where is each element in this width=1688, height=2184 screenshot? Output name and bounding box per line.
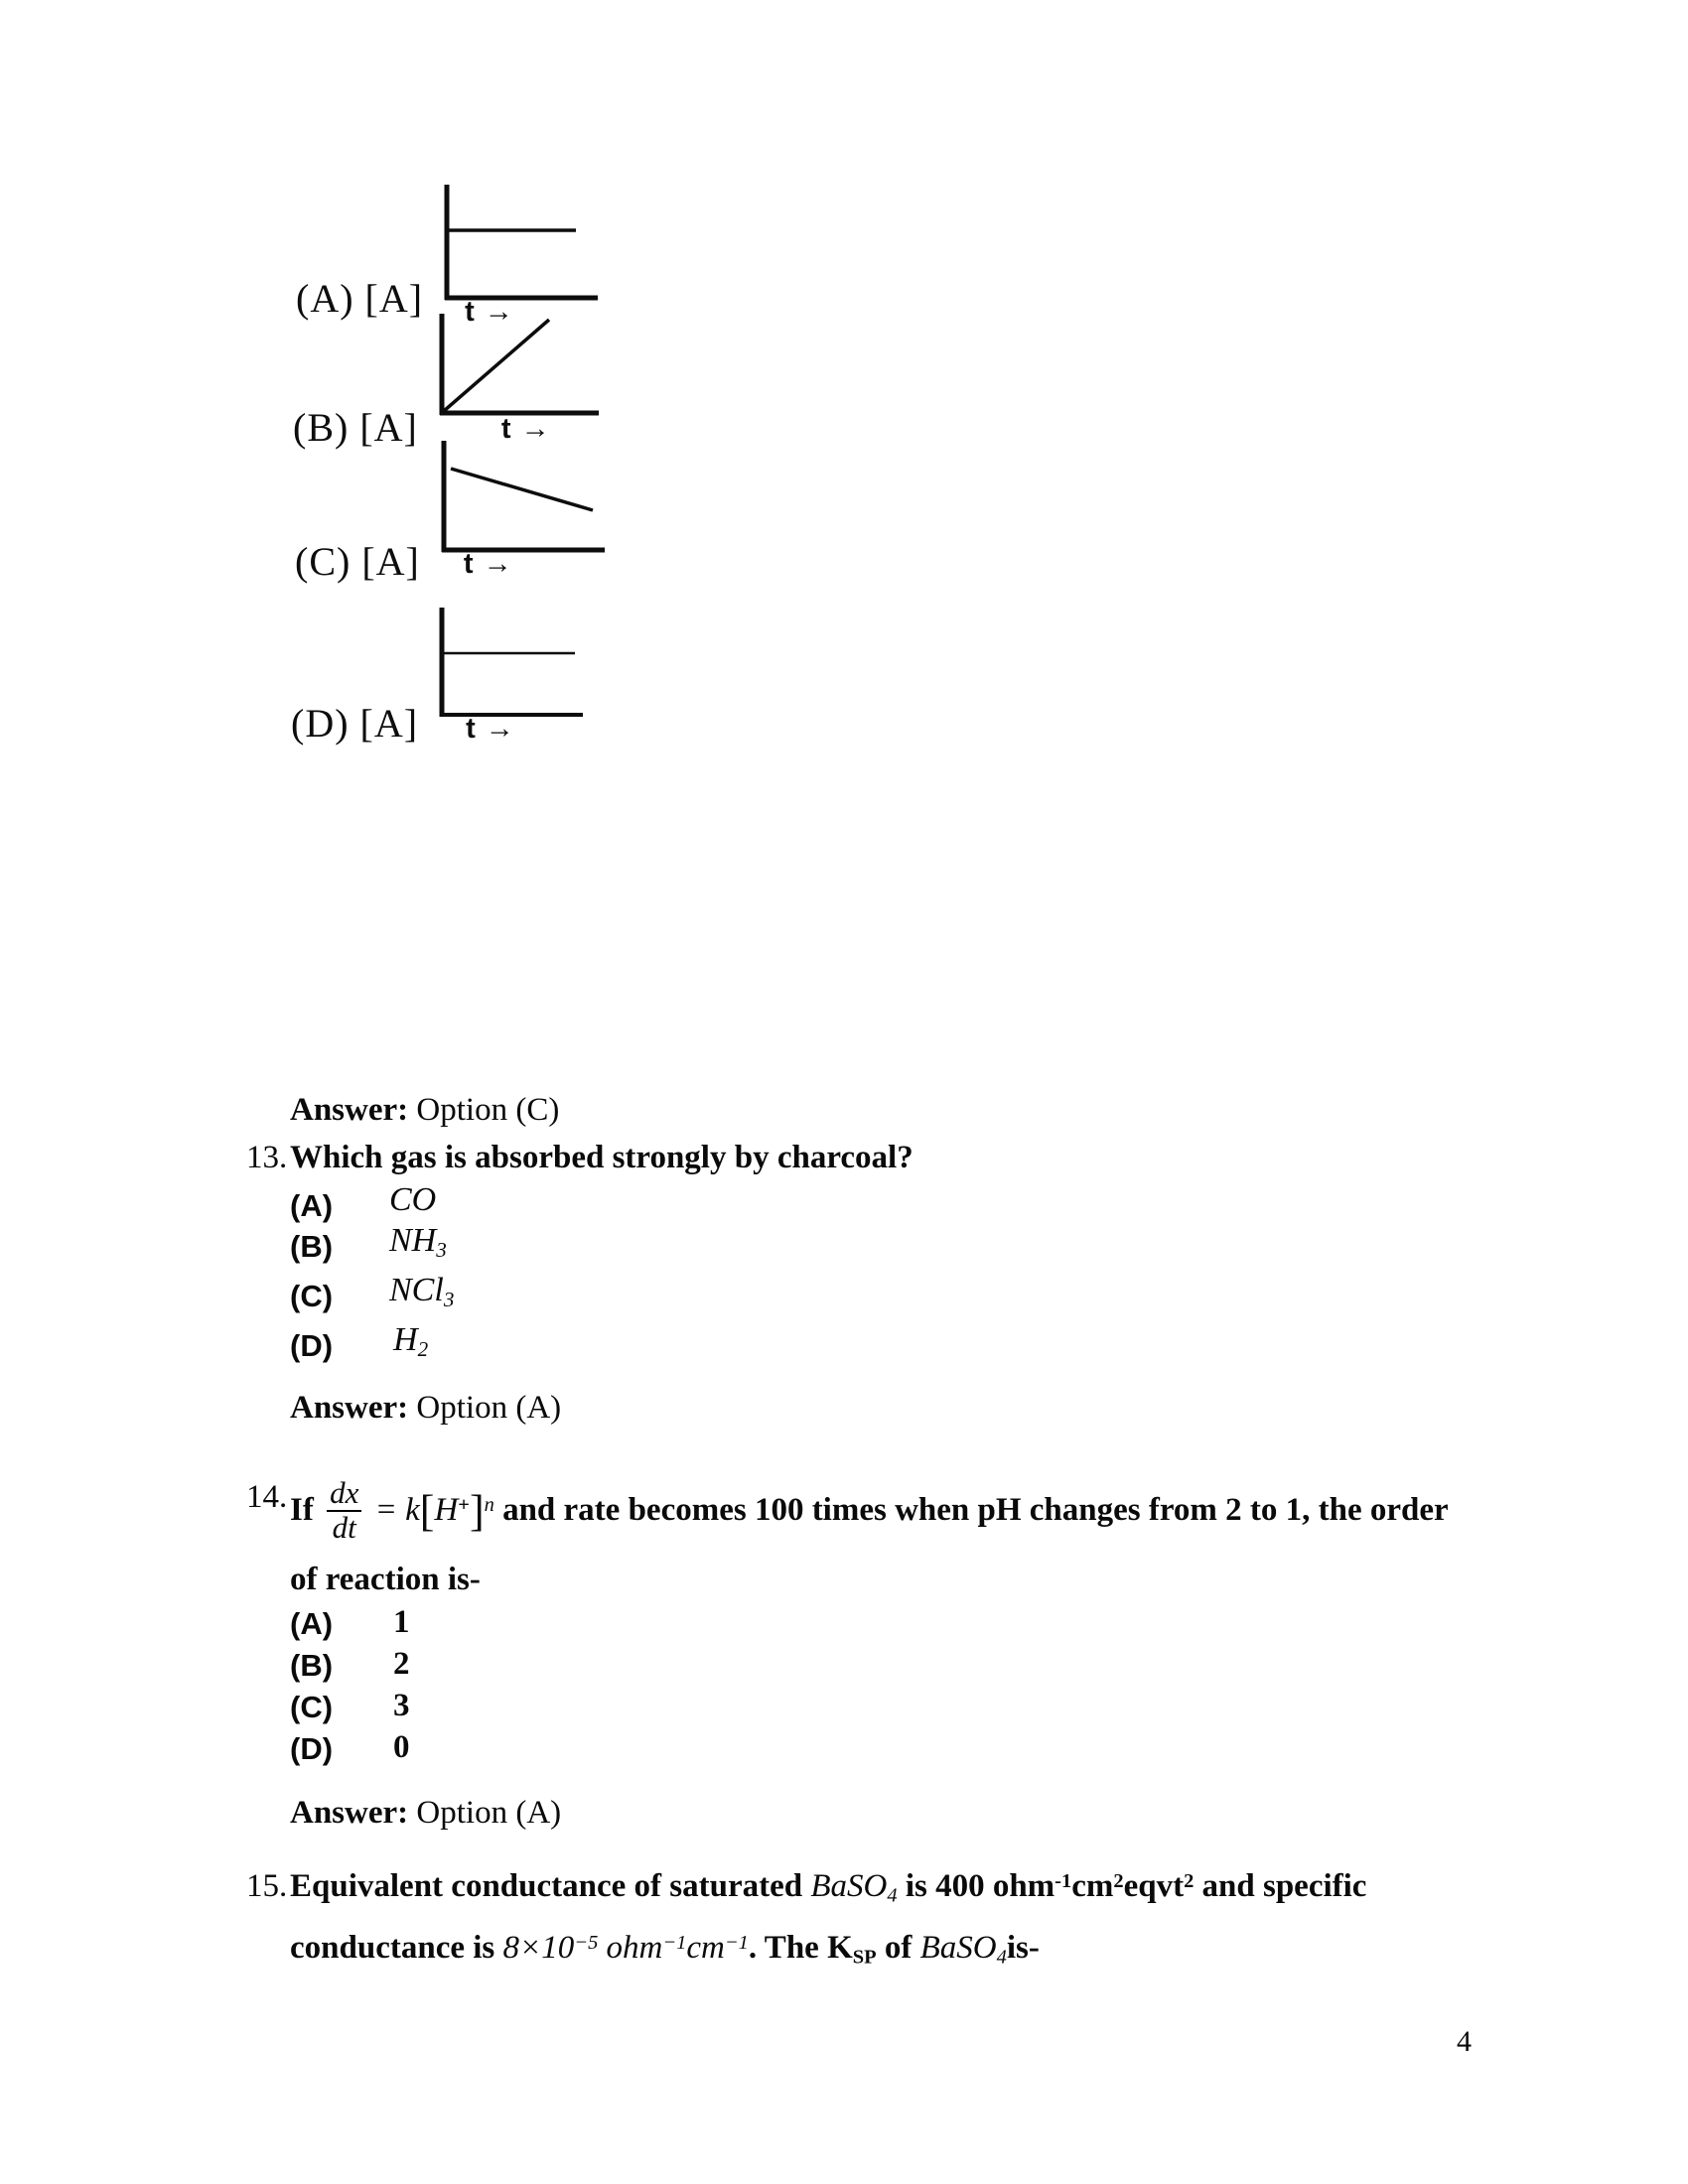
question-13-number: 13. — [246, 1140, 288, 1175]
q15-line2-part3: of — [884, 1930, 913, 1966]
graph-c-svg — [426, 437, 625, 591]
q13-option-a-value: CO — [389, 1181, 437, 1218]
graph-option-b — [293, 308, 613, 457]
graph-a-x-axis-label: t → — [465, 296, 514, 328]
q15-line1-part1: Equivalent conductance of saturated — [290, 1868, 803, 1904]
graph-option-b-label: (B) [A] — [293, 405, 418, 450]
q13-option-b-label[interactable]: (B) — [290, 1229, 334, 1264]
q13-option-d-label[interactable]: (D) — [290, 1328, 334, 1363]
graph-option-d — [291, 604, 613, 752]
graph-option-b-plot — [424, 308, 613, 457]
q15-line1-part5: and specific — [1201, 1868, 1367, 1904]
q13-option-c-value: NCl$_3$ — [389, 1272, 455, 1311]
graph-option-d-label: (D) [A] — [291, 701, 419, 746]
q14-fraction-denominator: dt — [327, 1510, 361, 1545]
answer-q14-prefix: Answer: — [290, 1795, 409, 1831]
q15-line2-unit2: cm — [686, 1930, 725, 1966]
answer-q14-value: Option (A) — [416, 1795, 562, 1831]
q15-ksp-subscript: SP — [852, 1946, 877, 1969]
q15-line2-part2: . The K — [748, 1930, 853, 1966]
q15-line1-part2: is 400 ohm — [905, 1868, 1055, 1904]
q14-fraction — [327, 1477, 361, 1544]
graph-d-svg — [424, 604, 613, 752]
graph-option-a-plot — [429, 179, 618, 328]
question-14-line2: of reaction is- — [290, 1562, 481, 1597]
answer-q14 — [290, 1795, 561, 1832]
q14-text-after-formula: and rate becomes 100 times when pH changes from 2 to 1, the order — [502, 1492, 1449, 1529]
answer-q12 — [290, 1092, 559, 1129]
graph-d-x-axis-label: t → — [466, 713, 515, 745]
q14-option-a-value: 1 — [393, 1604, 410, 1640]
answer-q13-prefix: Answer: — [290, 1390, 409, 1426]
q15-line1-part3: cm — [1071, 1868, 1114, 1904]
graph-option-a — [296, 179, 618, 328]
q14-exponent: n — [484, 1493, 494, 1516]
q14-option-b-value: 2 — [393, 1646, 410, 1682]
answer-q12-prefix: Answer: — [290, 1092, 409, 1128]
q13-option-a-label[interactable]: (A) — [290, 1188, 334, 1223]
q14-option-c-label[interactable]: (C) — [290, 1690, 334, 1724]
q15-line1-part4: eqvt — [1123, 1868, 1185, 1904]
graph-a-svg — [429, 179, 618, 328]
graph-option-d-plot — [424, 604, 613, 752]
q15-line2-compound-sub: 4 — [996, 1946, 1007, 1969]
page-number: 4 — [1457, 2025, 1472, 2058]
q14-option-a-label[interactable]: (A) — [290, 1606, 334, 1641]
q14-species: H — [434, 1492, 459, 1529]
q13-option-b-value: $NH_3$ — [389, 1222, 447, 1262]
q15-line1-sup1: -1 — [1055, 1869, 1072, 1892]
q15-line2-value-exponent: −5 — [574, 1931, 599, 1954]
q15-line2-unit1-exponent: −1 — [662, 1931, 687, 1954]
q15-line1-compound: BaSO — [810, 1868, 888, 1904]
answer-q13 — [290, 1390, 561, 1427]
answer-q13-value: Option (A) — [416, 1390, 562, 1426]
graph-option-c — [295, 437, 625, 591]
question-14-line1 — [290, 1475, 1449, 1546]
q14-lead: If — [290, 1492, 314, 1529]
graph-c-x-axis-label: t → — [463, 548, 513, 580]
q14-bracket-close: ] — [469, 1486, 485, 1536]
q14-rate-constant: k — [405, 1492, 420, 1529]
graph-option-c-label: (C) [A] — [295, 539, 420, 584]
question-15-line2 — [290, 1930, 1040, 1970]
answer-q12-value: Option (C) — [416, 1092, 560, 1128]
q14-bracket-open: [ — [419, 1486, 435, 1536]
question-15-number: 15. — [246, 1868, 288, 1904]
q14-option-d-value: 0 — [393, 1729, 410, 1765]
question-14-number: 14. — [246, 1479, 288, 1515]
q15-line2-part1: conductance is — [290, 1930, 495, 1966]
q15-line2-part4: is- — [1006, 1930, 1040, 1966]
question-15-line1 — [290, 1868, 1366, 1908]
q15-line2-unit1: ohm — [606, 1930, 663, 1966]
q14-option-c-value: 3 — [393, 1688, 410, 1723]
q14-species-charge: + — [458, 1493, 470, 1516]
graph-b-x-axis-label: t → — [500, 413, 551, 445]
q15-line1-compound-sub: 4 — [887, 1884, 898, 1907]
q15-line2-compound: BaSO — [919, 1930, 997, 1966]
q15-line2-value: 8×10 — [502, 1930, 575, 1966]
graph-option-a-label: (A) [A] — [296, 276, 424, 321]
q14-option-b-label[interactable]: (B) — [290, 1648, 334, 1683]
q13-option-c-label[interactable]: (C) — [290, 1279, 334, 1313]
q15-line2-unit2-exponent: −1 — [724, 1931, 749, 1954]
q14-equals: = — [374, 1492, 397, 1529]
q15-line1-sup3: 2 — [1184, 1869, 1195, 1892]
q15-line1-sup2: 2 — [1113, 1869, 1124, 1892]
q14-fraction-numerator: dx — [330, 1475, 359, 1510]
q13-option-d-value: $H_2$ — [393, 1321, 429, 1361]
q14-option-d-label[interactable]: (D) — [290, 1731, 334, 1766]
question-13-text: Which gas is absorbed strongly by charcoal? — [290, 1140, 914, 1175]
graph-option-c-plot — [426, 437, 625, 591]
